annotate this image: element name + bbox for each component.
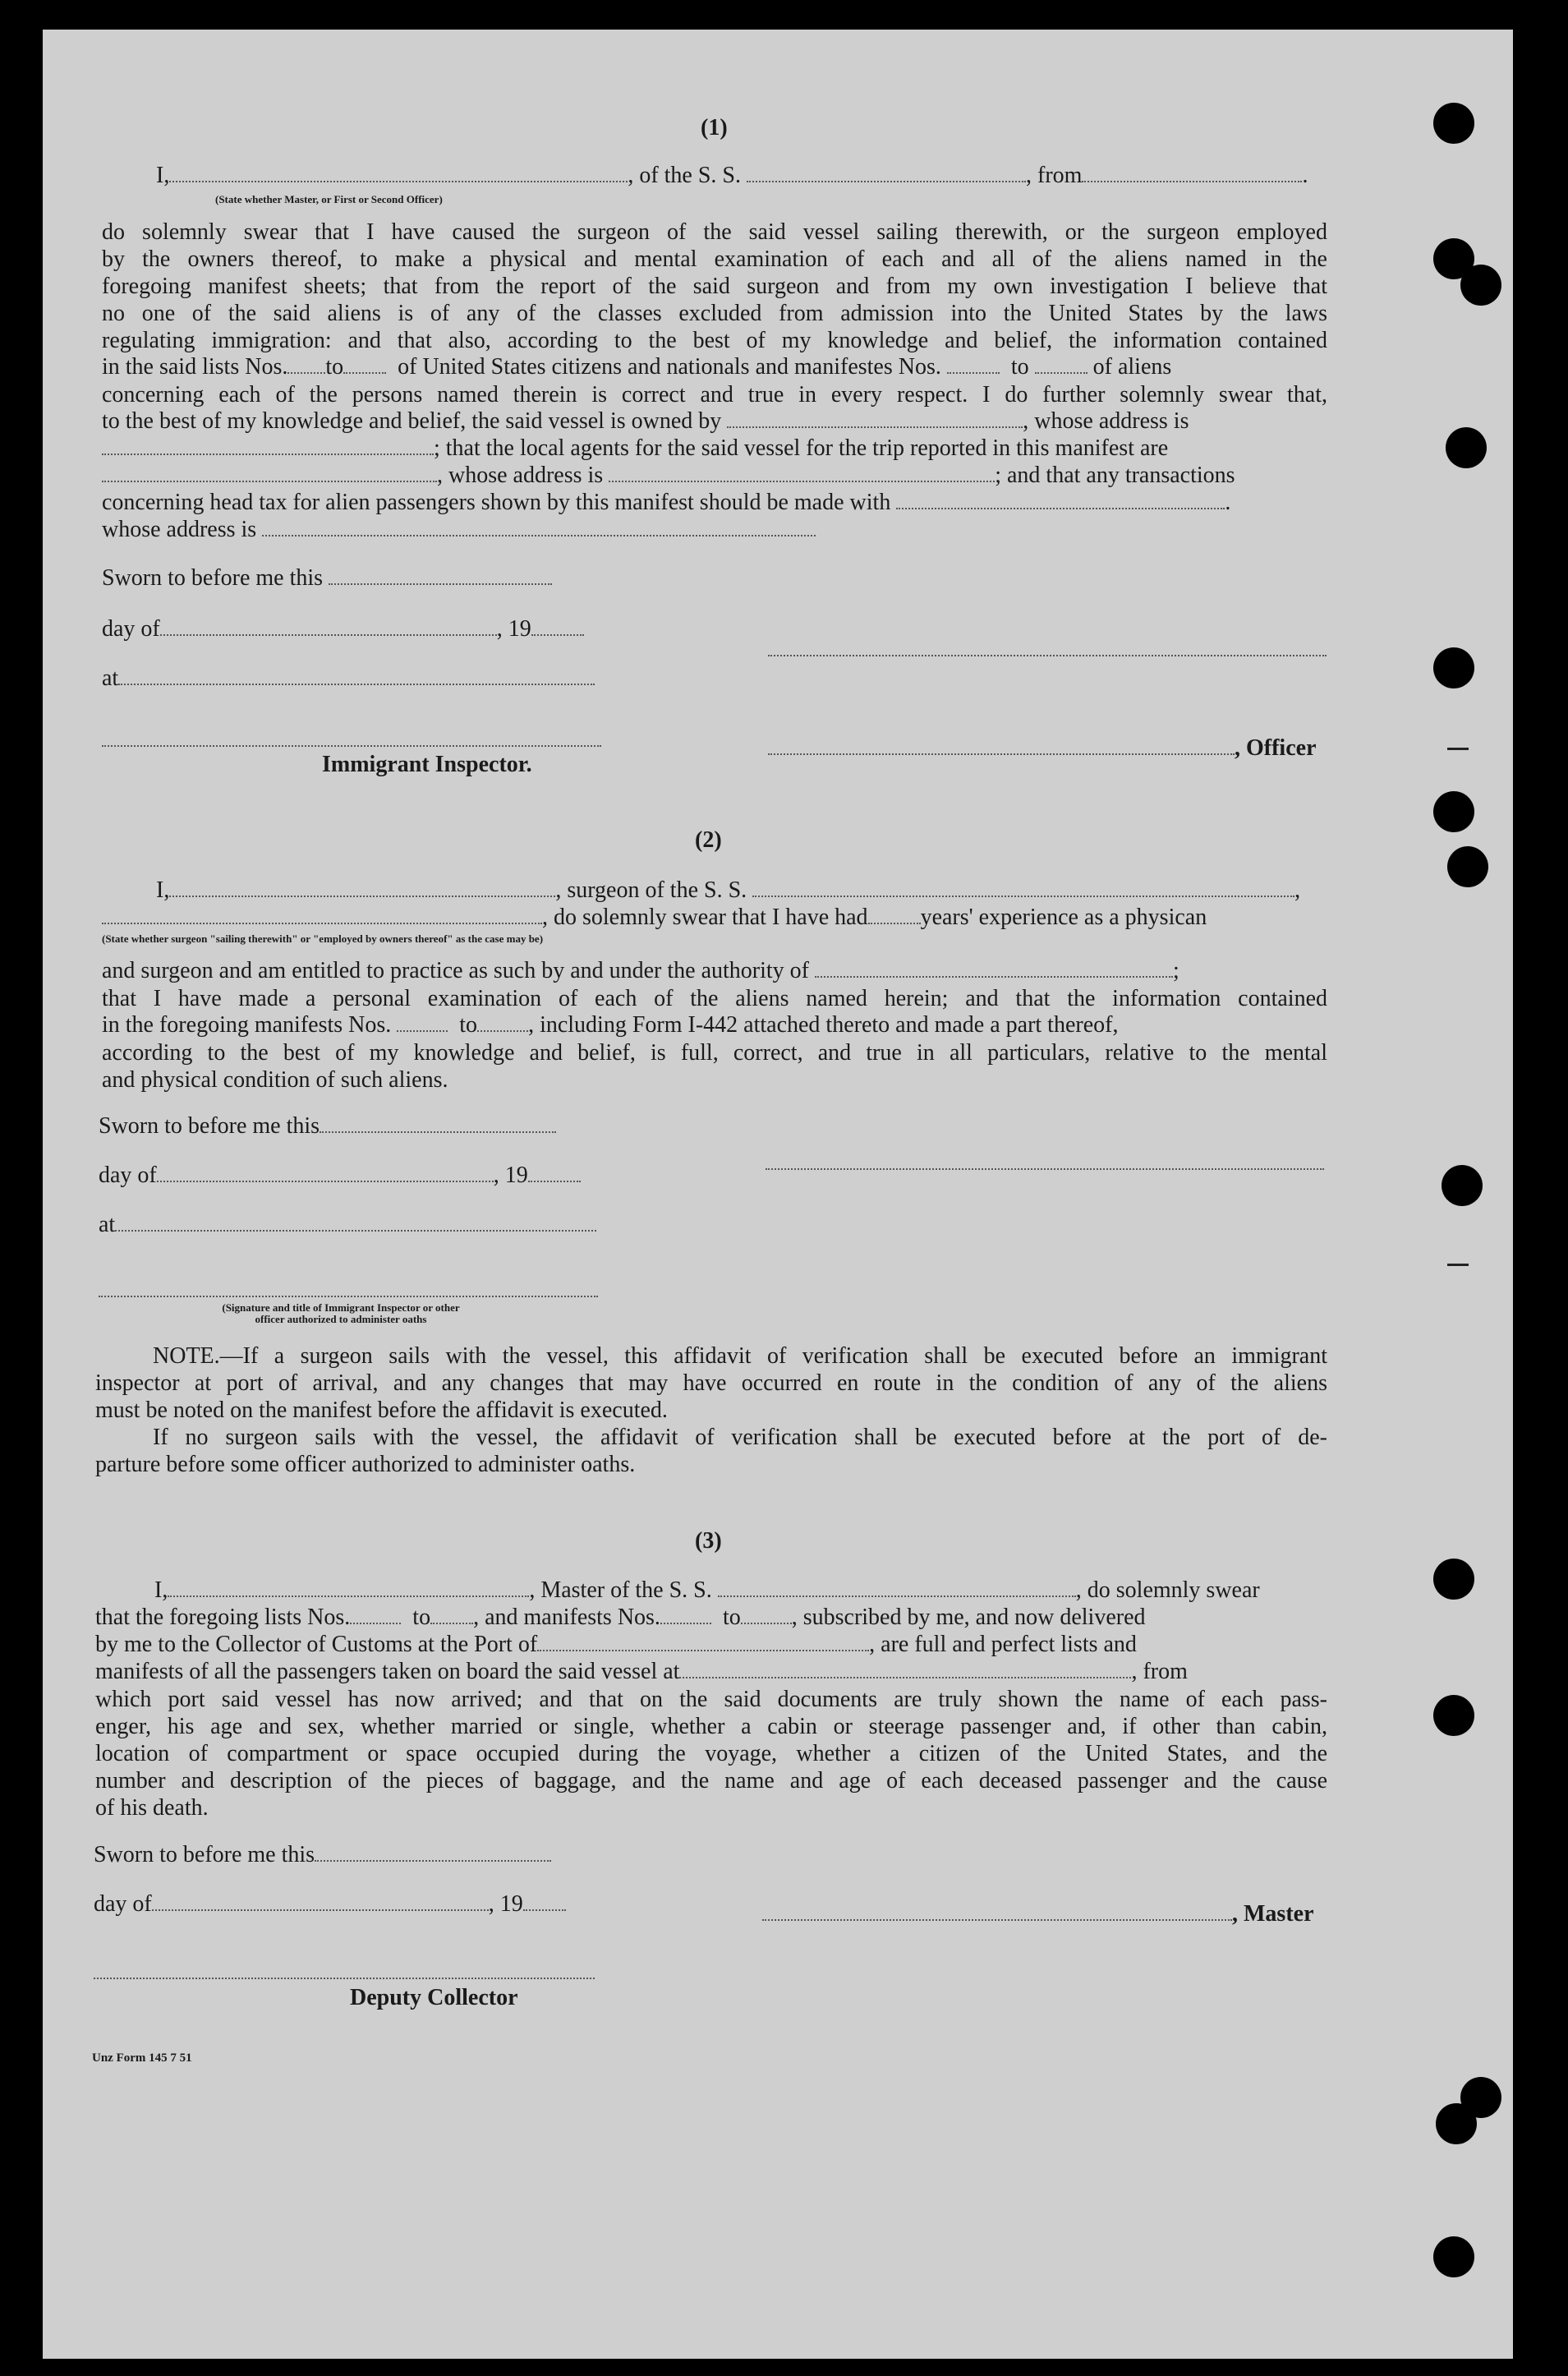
sworn-line	[94, 1842, 551, 1868]
paragraph-line: which port said vessel has now arrived; and that on the said documents are truly shown the name of each pass-	[95, 1687, 1327, 1712]
label: of United States citizens and nationals and manifestes Nos.	[398, 354, 941, 380]
master-name-field[interactable]	[168, 1577, 529, 1597]
surgeon-experience-line	[102, 905, 1207, 931]
month-field[interactable]	[152, 1891, 489, 1911]
label: ; and that any transactions	[995, 463, 1235, 488]
paragraph-line: concerning each of the persons named therein is correct and true in every respect. I do further solemnly swear that,	[102, 382, 1327, 408]
list-no-from-field[interactable]	[287, 354, 325, 374]
manifest-no-from-field[interactable]	[947, 354, 1000, 374]
paragraph-line: enger, his age and sex, whether married or single, whether a cabin or steerage passenger and, if other than cabin,	[95, 1714, 1327, 1739]
boarded-at-line	[95, 1659, 1188, 1685]
years-field[interactable]	[868, 905, 921, 924]
label: Sworn to before me this	[99, 1113, 320, 1139]
port-from-field[interactable]	[1082, 163, 1302, 182]
label: years' experience as a physican	[920, 905, 1207, 930]
note-line: NOTE.—If a surgeon sails with the vessel, this affidavit of verification shall be executed before an immigrant	[153, 1343, 1327, 1369]
year-field[interactable]	[528, 1163, 581, 1182]
sworn-day-field[interactable]	[315, 1842, 551, 1862]
form-id: Unz Form 145 7 51	[92, 2051, 192, 2065]
day-of-line	[102, 616, 584, 642]
note-line: inspector at port of arrival, and any changes that may have occurred en route in the condition of any of the aliens	[95, 1370, 1327, 1396]
officer-name-field[interactable]	[169, 163, 628, 182]
inspector-signature-field[interactable]	[102, 727, 601, 747]
agents-line	[102, 435, 1168, 462]
label: and surgeon and am entitled to practice as such by and under the authority of	[102, 958, 809, 983]
label: to	[325, 354, 344, 380]
head-tax-address-field[interactable]	[262, 517, 816, 536]
label: , Master of the S. S.	[529, 1577, 712, 1603]
sworn-day-field[interactable]	[320, 1113, 556, 1133]
port-line	[95, 1632, 1137, 1658]
surgeon-note: (State whether surgeon "sailing therewith" or "employed by owners thereof" as the case may be)	[102, 932, 544, 945]
label: at	[99, 1212, 116, 1237]
label: , 19	[493, 1163, 528, 1188]
inspector-label: Immigrant Inspector.	[322, 752, 532, 777]
label: , do solemnly swear that I have had	[542, 905, 868, 930]
punch-hole	[1433, 1695, 1474, 1736]
label: , whose address is	[1023, 408, 1189, 434]
paragraph-line: regulating immigration: and that also, according to the best of my knowledge and belief, the information contained	[102, 328, 1327, 353]
year-field[interactable]	[531, 616, 584, 636]
paragraph-line: no one of the said aliens is of any of the classes excluded from admission into the United States by the laws	[102, 301, 1327, 326]
master-oath-line	[154, 1577, 1260, 1604]
signature-note-line: (Signature and title of Immigrant Inspector or other	[222, 1301, 460, 1314]
surgeon-name-field[interactable]	[169, 877, 555, 897]
surgeon-oath-line	[156, 877, 1300, 904]
label: , and manifests Nos.	[473, 1605, 660, 1630]
label: concerning head tax for alien passengers shown by this manifest should be made with	[102, 490, 891, 515]
label: manifests of all the passengers taken on board the said vessel at	[95, 1659, 680, 1684]
label: , whose address is	[437, 463, 604, 488]
authority-field[interactable]	[815, 958, 1173, 978]
label: of aliens	[1092, 354, 1172, 380]
label: in the foregoing manifests Nos.	[102, 1012, 392, 1038]
label: , including Form I-442 attached thereto and made a part thereof,	[528, 1012, 1119, 1038]
boarding-port-field[interactable]	[679, 1659, 1131, 1678]
label: , are full and perfect lists and	[869, 1632, 1137, 1657]
label: I,	[154, 1577, 168, 1603]
label: to	[459, 1012, 478, 1038]
punch-hole	[1460, 265, 1501, 306]
label: that the foregoing lists Nos.	[95, 1605, 351, 1630]
master-oath-line: I, , of the S. S. , from .	[156, 163, 1308, 188]
punch-hole	[1436, 2103, 1477, 2144]
label: whose address is	[102, 517, 257, 542]
deputy-label: Deputy Collector	[350, 1985, 518, 2010]
inspector-signature-field[interactable]	[99, 1278, 598, 1297]
label: Sworn to before me this	[94, 1842, 315, 1867]
agents-address-line	[102, 463, 1235, 489]
section-number: (3)	[695, 1528, 722, 1554]
manifest-no-to-field[interactable]	[1035, 354, 1087, 374]
label: day of	[94, 1891, 152, 1917]
year-field[interactable]	[523, 1891, 566, 1911]
margin-mark	[1447, 1264, 1469, 1266]
day-of-line	[99, 1163, 581, 1189]
paragraph-line: by the owners thereof, to make a physical and mental examination of each and all of the aliens named in the	[102, 246, 1327, 272]
label: to	[1010, 354, 1029, 380]
punch-hole	[1433, 647, 1474, 688]
paragraph-line: location of compartment or space occupied during the voyage, whether a citizen of the United States, and the	[95, 1741, 1327, 1766]
signature-note	[156, 1302, 526, 1325]
sworn-day-field[interactable]	[329, 565, 552, 585]
officer-signature-field[interactable]	[768, 735, 1235, 755]
punch-hole	[1446, 427, 1487, 468]
paragraph-line: number and description of the pieces of baggage, and the name and age of each deceased passenger and the cause	[95, 1768, 1327, 1794]
at-line	[99, 1212, 596, 1238]
at-line	[102, 665, 595, 692]
label: Sworn to before me this	[102, 565, 324, 591]
label: ; that the local agents for the said vessel for the trip reported in this manifest are	[434, 435, 1169, 461]
master-label: , Master	[1232, 1901, 1314, 1927]
label: at	[102, 665, 119, 691]
list-no-to-field[interactable]	[430, 1605, 473, 1624]
label: to	[722, 1605, 741, 1630]
owner-field[interactable]	[727, 408, 1023, 428]
manifests-line	[102, 1012, 1118, 1038]
vessel-name-field[interactable]	[747, 163, 1026, 182]
label: I,	[156, 163, 170, 188]
officer-label: , Officer	[1235, 735, 1317, 761]
manifest-no-to-field[interactable]	[741, 1605, 792, 1624]
manifest-no-to-field[interactable]	[477, 1012, 528, 1032]
label: , 19	[488, 1891, 523, 1917]
section-number: (2)	[695, 827, 722, 853]
authority-line	[102, 958, 1179, 984]
surgeon-status-field[interactable]	[102, 905, 542, 924]
month-field[interactable]	[160, 616, 497, 636]
label: day of	[102, 616, 160, 642]
punch-hole	[1433, 1559, 1474, 1600]
place-field[interactable]	[115, 1212, 596, 1232]
owner-line	[102, 408, 1189, 435]
paragraph-line: that I have made a personal examination of each of the aliens named herein; and that the information contained	[102, 986, 1327, 1011]
punch-hole	[1433, 791, 1474, 832]
master-signature-field[interactable]	[762, 1901, 1232, 1921]
punch-hole	[1447, 846, 1488, 887]
label: ;	[1173, 958, 1179, 983]
label: in the said lists Nos.	[102, 354, 288, 380]
agents-field[interactable]	[102, 463, 437, 482]
label: day of	[99, 1163, 157, 1188]
label: , do solemnly swear	[1075, 1577, 1260, 1603]
list-no-from-field[interactable]	[350, 1605, 401, 1624]
label: to the best of my knowledge and belief, the said vessel is owned by	[102, 408, 722, 434]
list-no-to-field[interactable]	[343, 354, 386, 374]
sworn-line	[99, 1113, 556, 1140]
master-signature-line	[762, 1901, 1314, 1927]
manifest-no-from-field[interactable]	[397, 1012, 448, 1032]
officer-signature-line	[768, 735, 1317, 762]
port-field[interactable]	[537, 1632, 869, 1651]
label: , surgeon of the S. S.	[555, 877, 747, 903]
vessel-name-field[interactable]	[752, 877, 1294, 897]
lists-line	[95, 1605, 1146, 1631]
month-field[interactable]	[157, 1163, 494, 1182]
label: by me to the Collector of Customs at the Port of	[95, 1632, 538, 1657]
head-tax-line: concerning head tax for alien passengers shown by this manifest should be made with .	[102, 490, 1231, 515]
officer-note: (State whether Master, or First or Second Officer)	[215, 193, 443, 205]
note-line: parture before some officer authorized to administer oaths.	[95, 1452, 636, 1477]
label: I,	[156, 877, 170, 903]
label: , from	[1131, 1659, 1188, 1684]
label: , 19	[496, 616, 531, 642]
signature-note-line: officer authorized to administer oaths	[255, 1313, 427, 1325]
paragraph-line: do solemnly swear that I have caused the surgeon of the said vessel sailing therewith, or the surgeon employed	[102, 219, 1327, 245]
owner-address-field[interactable]	[102, 435, 434, 455]
head-tax-agent-field[interactable]	[896, 490, 1225, 509]
officer-signature-field-1[interactable]	[768, 637, 1327, 656]
punch-hole	[1433, 2236, 1474, 2277]
paragraph-line: of his death.	[95, 1795, 209, 1821]
place-field[interactable]	[118, 665, 595, 685]
label: , from	[1026, 163, 1083, 188]
note-line: If no surgeon sails with the vessel, the affidavit of verification shall be executed before at the port of de-	[153, 1425, 1327, 1450]
manifest-no-from-field[interactable]	[660, 1605, 711, 1624]
whose-address-line	[102, 517, 816, 543]
note-line: must be noted on the manifest before the affidavit is executed.	[95, 1398, 668, 1423]
surgeon-signature-field[interactable]	[766, 1150, 1324, 1170]
agents-address-field[interactable]	[609, 463, 995, 482]
punch-hole	[1442, 1165, 1483, 1206]
margin-mark	[1447, 748, 1469, 750]
label: to	[412, 1605, 431, 1630]
paragraph-line: and physical condition of such aliens.	[102, 1067, 448, 1093]
section-number: (1)	[701, 115, 728, 140]
day-of-line	[94, 1891, 566, 1918]
sworn-line	[102, 565, 552, 592]
label: ,	[1294, 877, 1301, 903]
paragraph-line: according to the best of my knowledge and belief, is full, correct, and true in all particulars, relative to the mental	[102, 1040, 1327, 1066]
deputy-signature-field[interactable]	[94, 1959, 595, 1979]
lists-line	[102, 354, 1171, 380]
paragraph-line: foregoing manifest sheets; that from the report of the said surgeon and from my own investigation I believe that	[102, 274, 1327, 299]
punch-hole	[1433, 103, 1474, 144]
label: , subscribed by me, and now delivered	[791, 1605, 1146, 1630]
label: , of the S. S.	[628, 163, 742, 188]
vessel-name-field[interactable]	[718, 1577, 1076, 1597]
